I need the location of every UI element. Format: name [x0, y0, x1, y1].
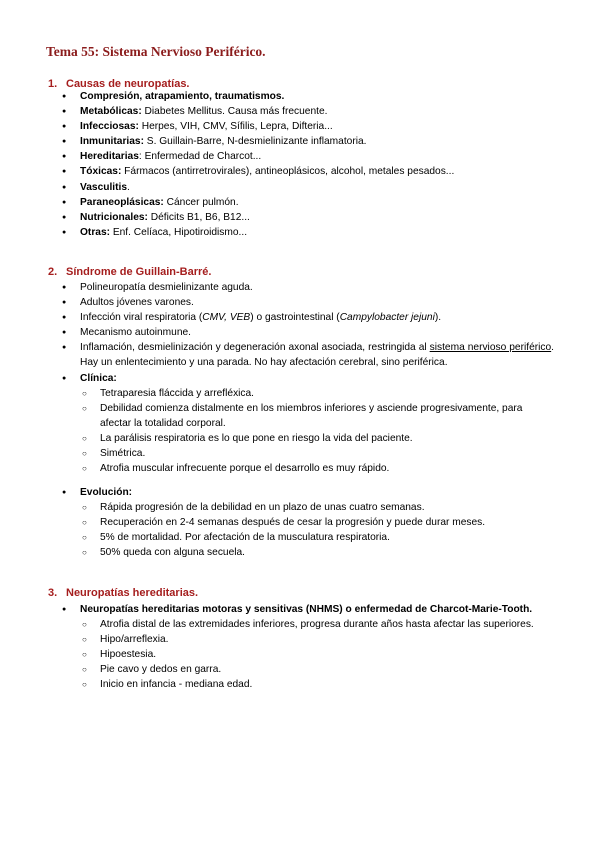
- sub-list-item: ○ 5% de mortalidad. Por afectación de la musculatura respiratoria.: [80, 530, 554, 545]
- sub-list-item: ○ Atrofia muscular infrecuente porque el desarrollo es muy rápido.: [80, 461, 554, 476]
- sub-list-item: ○ Atrofia distal de las extremidades inferiores, progresa durante años hasta afectar las superiores.: [80, 617, 554, 632]
- section-2-title: Síndrome de Guillain-Barré.: [66, 266, 212, 278]
- sub-list-item: ○ 50% queda con alguna secuela.: [80, 545, 554, 560]
- sub-list-item: ○ Tetraparesia fláccida y arrefléxica.: [80, 386, 554, 401]
- clinica-label: Clínica:: [80, 372, 117, 384]
- list-item: ● Adultos jóvenes varones.: [62, 295, 554, 310]
- list-item: ● Tóxicas: Fármacos (antirretrovirales), antineoplásicos, alcohol, metales pesados...: [62, 164, 554, 179]
- list-item: [62, 485, 554, 560]
- list-item: ● Paraneoplásicas: Cáncer pulmón.: [62, 195, 554, 210]
- evolucion-label: Evolución:: [80, 487, 133, 498]
- page-title: Tema 55: Sistema Nervioso Periférico.: [46, 44, 266, 59]
- sub-list-item: ○ Rápida progresión de la debilidad en un plazo de unas cuatro semanas.: [80, 500, 554, 515]
- list-item: ● Mecanismo autoinmune.: [62, 325, 554, 340]
- list-item: ● Inflamación, desmielinización y degeneración axonal asociada, restringida al sistema nervioso periférico. Hay un enlentecimiento y una parada. No hay afectación cerebral, sino periférica.: [62, 340, 554, 370]
- section-2-evolucion-list: [62, 485, 554, 560]
- section-3-heading: [48, 587, 198, 599]
- sub-list-item: ○ Simétrica.: [80, 446, 554, 461]
- section-1-list: [62, 89, 554, 240]
- list-item: ● Metabólicas: Diabetes Mellitus. Causa más frecuente.: [62, 104, 554, 119]
- sub-list-item: ○ Hipo/arreflexia.: [80, 632, 554, 647]
- list-item: ● Vasculitis.: [62, 180, 554, 195]
- sub-list-item: ○ Hipoestesia.: [80, 647, 554, 662]
- list-item: ● Otras: Enf. Celíaca, Hipotiroidismo...: [62, 225, 554, 240]
- list-item: ● Infección viral respiratoria (CMV, VEB) o gastrointestinal (Campylobacter jejuni).: [62, 310, 554, 325]
- list-item: ● Neuropatías hereditarias motoras y sensitivas (NHMS) o enfermedad de Charcot-Marie-Tooth. ○ Atrofia distal de las extremidades inferiores, progresa durante años hasta afectar las superiores. ○ Hipo/arreflexia. ○ Hipoestesia. ○ Pie cavo y dedos en garra. ○ Inicio en infancia - mediana edad.: [62, 602, 554, 693]
- evolucion-sublist: [80, 500, 554, 560]
- section-1-number: 1.: [48, 78, 58, 90]
- clinica-sublist: [80, 386, 554, 477]
- list-item: ● Hereditarias: Enfermedad de Charcot...: [62, 149, 554, 164]
- list-item: [62, 371, 554, 477]
- sub-list-item: ○ Recuperación en 2-4 semanas después de cesar la progresión y puede durar meses.: [80, 515, 554, 530]
- list-item: ● Polineuropatía desmielinizante aguda.: [62, 280, 554, 295]
- sub-list-item: ○ Debilidad comienza distalmente en los miembros inferiores y asciende progresivamente, para afectar la totalidad corporal.: [80, 401, 554, 431]
- sub-list-item: ○ La parálisis respiratoria es lo que pone en riesgo la vida del paciente.: [80, 431, 554, 446]
- section-3-sublist: [80, 617, 554, 692]
- list-item: ● Compresión, atrapamiento, traumatismos.: [62, 89, 554, 104]
- section-3-number: 3.: [48, 587, 58, 599]
- section-2-heading: [48, 266, 211, 278]
- section-2-number: 2.: [48, 266, 58, 278]
- sub-list-item: ○ Inicio en infancia - mediana edad.: [80, 677, 554, 692]
- list-item: ● Inmunitarias: S. Guillain-Barre, N-desmielinizante inflamatoria.: [62, 134, 554, 149]
- list-item: ● Nutricionales: Déficits B1, B6, B12...: [62, 210, 554, 225]
- section-1-title: Causas de neuropatías.: [66, 78, 190, 90]
- sub-list-item: ○ Pie cavo y dedos en garra.: [80, 662, 554, 677]
- section-3-list: [62, 602, 554, 693]
- section-3-title: Neuropatías hereditarias.: [66, 587, 199, 599]
- list-item: ● Infecciosas: Herpes, VIH, CMV, Sífilis, Lepra, Difteria...: [62, 119, 554, 134]
- section-2-list: [62, 280, 554, 476]
